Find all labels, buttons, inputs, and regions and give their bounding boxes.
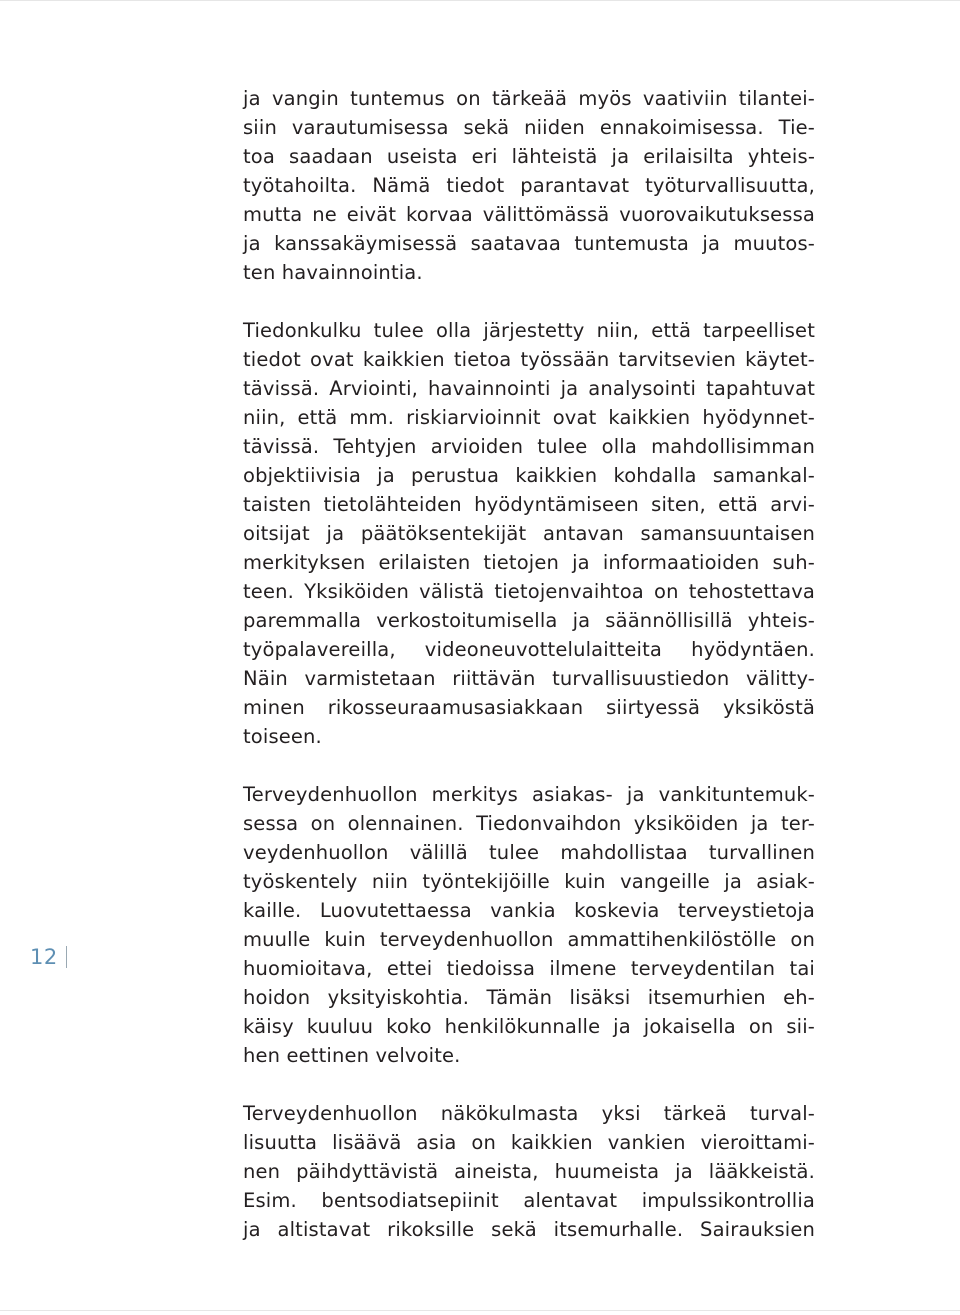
text-line: ja kanssakäymisessä saatavaa tuntemusta ja muutos- [243,232,815,255]
text-line: veydenhuollon välillä tulee mahdollistaa turvallinen [243,841,815,864]
text-line: Näin varmistetaan riittävän turvallisuustiedon välitty- [243,667,815,690]
page-top-rule [0,0,960,1]
text-line: toiseen. [243,725,322,748]
text-line: ten havainnointia. [243,261,423,284]
paragraph [243,84,815,287]
text-line: siin varautumisessa sekä niiden ennakoimisessa. Tie- [243,116,815,139]
text-line: sessa on olennainen. Tiedonvaihdon yksiköiden ja ter- [243,812,815,835]
text-line: Tiedonkulku tulee olla järjestetty niin, että tarpeelliset [243,319,815,342]
text-line: teen. Yksiköiden välistä tietojenvaihtoa on tehostettava [243,580,815,603]
paragraph [243,780,815,1070]
text-line: minen rikosseuraamusasiakkaan siirtyessä yksiköstä [243,696,815,719]
paragraph-spacer [243,1070,815,1099]
paragraph-spacer [243,751,815,780]
page-bottom-rule [0,1310,960,1311]
paragraph [243,1099,815,1244]
page-number-divider [66,946,67,968]
text-line: niin, että mm. riskiarvioinnit ovat kaikkien hyödynnet- [243,406,815,429]
text-line: hoidon yksityiskohtia. Tämän lisäksi itsemurhien eh- [243,986,815,1009]
text-line: merkityksen erilaisten tietojen ja informaatioiden suh- [243,551,815,574]
text-line: työskentely niin työntekijöille kuin vangeille ja asiak- [243,870,815,893]
text-line: hen eettinen velvoite. [243,1044,461,1067]
text-line: ja vangin tuntemus on tärkeää myös vaativiin tilantei- [243,87,815,110]
text-line: Esim. bentsodiatsepiinit alentavat impulssikontrollia [243,1189,815,1212]
page-number: 12 [30,945,58,969]
paragraph-spacer [243,287,815,316]
text-line: tävissä. Arviointi, havainnointi ja analysointi tapahtuvat [243,377,815,400]
text-line: ja altistavat rikoksille sekä itsemurhalle. Sairauksien [243,1218,815,1241]
text-line: Terveydenhuollon merkitys asiakas- ja vankituntemuk- [243,783,815,806]
text-line: tiedot ovat kaikkien tietoa työssään tarvitsevien käytet- [243,348,815,371]
text-line: käisy kuuluu koko henkilökunnalle ja jokaisella on sii- [243,1015,815,1038]
text-line: nen päihdyttävistä aineista, huumeista ja lääkkeistä. [243,1160,815,1183]
text-line: työpalavereilla, videoneuvottelulaitteita hyödyntäen. [243,638,815,661]
page-number-block [30,940,67,974]
text-line: mutta ne eivät korvaa välittömässä vuorovaikutuksessa [243,203,815,226]
text-line: oitsijat ja päätöksentekijät antavan samansuuntaisen [243,522,815,545]
text-line: huomioitava, ettei tiedoissa ilmene terveydentilan tai [243,957,815,980]
text-line: lisuutta lisäävä asia on kaikkien vankien vieroittami- [243,1131,815,1154]
text-line: tävissä. Tehtyjen arvioiden tulee olla mahdollisimman [243,435,815,458]
text-line: työtahoilta. Nämä tiedot parantavat työturvallisuutta, [243,174,815,197]
text-line: muulle kuin terveydenhuollon ammattihenkilöstölle on [243,928,815,951]
text-line: taisten tietolähteiden hyödyntämiseen siten, että arvi- [243,493,815,516]
text-line: Terveydenhuollon näkökulmasta yksi tärkeä turval- [243,1102,815,1125]
text-line: kaille. Luovutettaessa vankia koskevia terveystietoja [243,899,815,922]
text-line: toa saadaan useista eri lähteistä ja erilaisilta yhteis- [243,145,815,168]
body-text-column [243,84,815,1244]
text-line: paremmalla verkostoitumisella ja säännöllisillä yhteis- [243,609,815,632]
text-line: objektiivisia ja perustua kaikkien kohdalla samankal- [243,464,815,487]
paragraph [243,316,815,751]
